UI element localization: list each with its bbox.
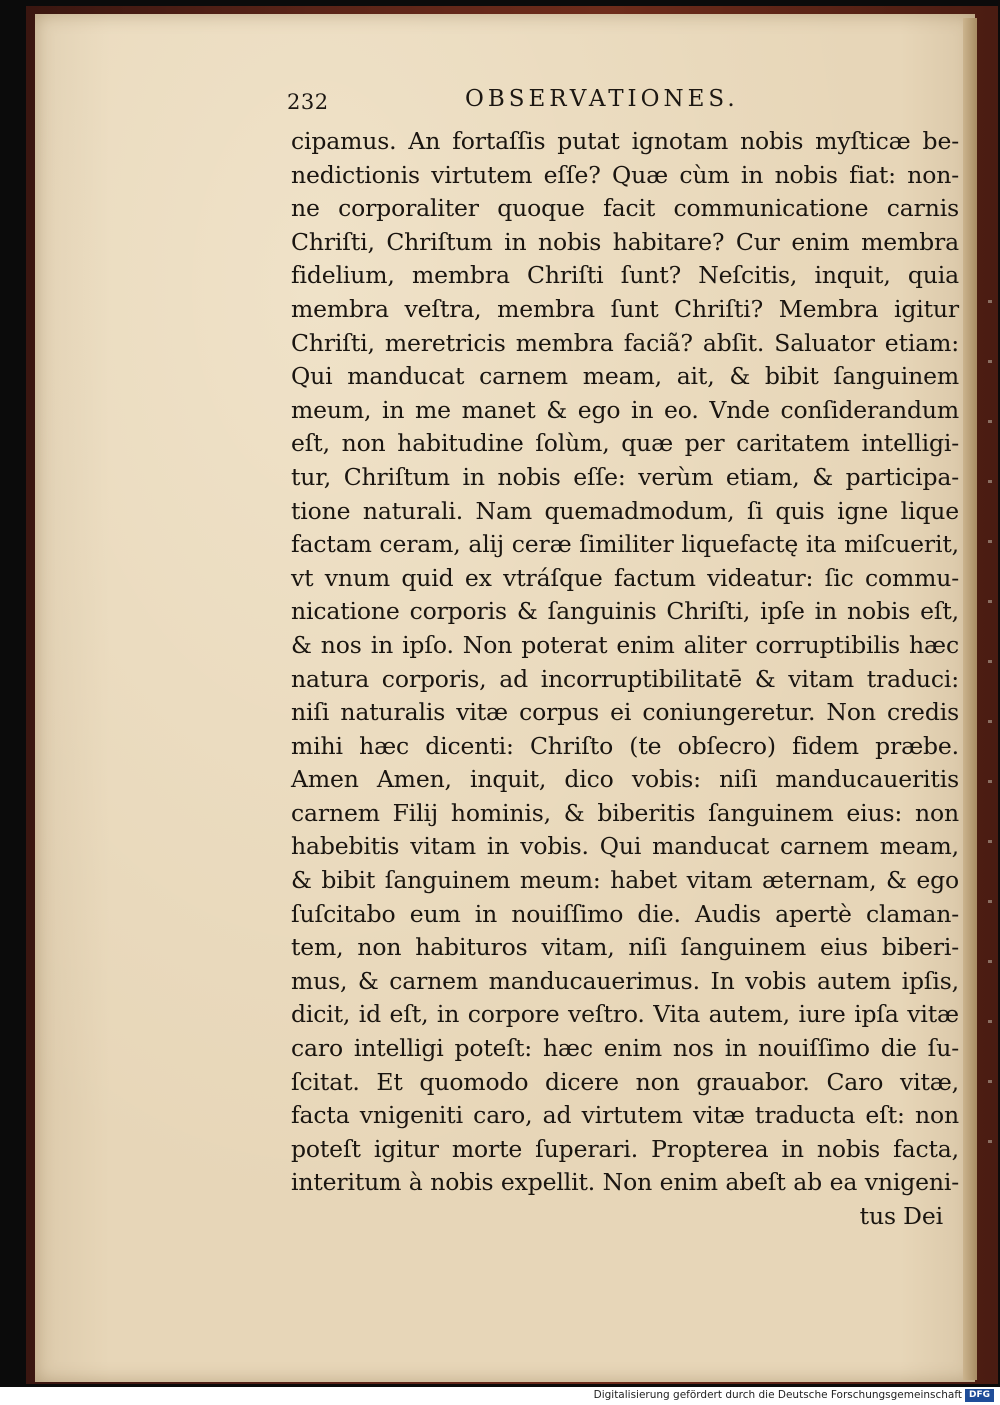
text-line: interitum à nobis expellit. Non enim abeſt ab ea vnigeni- [291, 1168, 959, 1197]
text-line: natura corporis, ad incorruptibilitatē & vitam traduci: [291, 664, 959, 693]
text-line: Chriſti, Chriſtum in nobis habitare? Cur enim membra [291, 227, 959, 256]
running-head: OBSERVATIONES. [465, 86, 739, 112]
text-line: poteſt igitur morte ſuperari. Propterea in nobis facta, [291, 1134, 959, 1163]
page-edge-marks [988, 300, 992, 1200]
text-line: tur, Chriſtum in nobis eſſe: verùm etiam, & participa- [291, 462, 959, 491]
text-line: mus, & carnem manducauerimus. In vobis autem ipſis, [291, 966, 959, 995]
text-line: Amen Amen, inquit, dico vobis: niſi manducaueritis [291, 765, 959, 794]
text-line: dicit, id eſt, in corpore veſtro. Vita autem, iure ipſa vitæ [291, 1000, 959, 1029]
text-line: facta vnigeniti caro, ad virtutem vitæ traducta eſt: non [291, 1101, 959, 1130]
text-line: eſt, non habitudine ſolùm, quæ per caritatem intelligi- [291, 429, 959, 458]
text-block [291, 125, 959, 1234]
text-line: meum, in me manet & ego in eo. Vnde conſiderandum [291, 395, 959, 424]
text-line: Qui manducat carnem meam, ait, & bibit ſanguinem [291, 362, 959, 391]
page-edge [963, 18, 977, 1380]
text-line: habebitis vitam in vobis. Qui manducat carnem meam, [291, 832, 959, 861]
text-line: Chriſti, meretricis membra faciã? abſit. Saluator etiam: [291, 328, 959, 357]
text-line: factam ceram, alij ceræ ſimiliter liquefactę ita miſcuerit, [291, 530, 959, 559]
text-line: membra veſtra, membra ſunt Chriſti? Membra igitur [291, 294, 959, 323]
catchword: tus Dei [859, 1202, 943, 1230]
digitization-footer [0, 1387, 1000, 1405]
text-line: ſuſcitabo eum in nouiſſimo die. Audis apertè claman- [291, 899, 959, 928]
text-line: & bibit ſanguinem meum: habet vitam æternam, & ego [291, 866, 959, 895]
text-line: ne corporaliter quoque facit communicatione carnis [291, 194, 959, 223]
page-header [287, 86, 967, 116]
dfg-logo: DFG [965, 1389, 994, 1402]
text-line: ſcitat. Et quomodo dicere non grauabor. Caro vitæ, [291, 1067, 959, 1096]
text-line: niſi naturalis vitæ corpus ei coniungeretur. Non credis [291, 698, 959, 727]
text-line: carnem Filij hominis, & biberitis ſanguinem eius: non [291, 798, 959, 827]
text-line: tem, non habituros vitam, niſi ſanguinem eius biberi- [291, 933, 959, 962]
page-number: 232 [287, 90, 329, 114]
text-line: & nos in ipſo. Non poterat enim aliter corruptibilis hæc [291, 630, 959, 659]
text-line: caro intelligi poteſt: hæc enim nos in nouiſſimo die ſu- [291, 1034, 959, 1063]
text-line: fidelium, membra Chriſti ſunt? Neſcitis, inquit, quia [291, 261, 959, 290]
text-line: nedictionis virtutem eſſe? Quæ cùm in nobis fiat: non- [291, 160, 959, 189]
text-line: nicatione corporis & ſanguinis Chriſti, ipſe in nobis eſt, [291, 597, 959, 626]
text-line: mihi hæc dicenti: Chriſto (te obſecro) fidem præbe. [291, 731, 959, 760]
text-line: tione naturali. Nam quemadmodum, ſi quis igne lique [291, 496, 959, 525]
text-line: vt vnum quid ex vtráſque factum videatur: ſic commu- [291, 563, 959, 592]
footer-credit: Digitalisierung gefördert durch die Deutsche Forschungsgemeinschaft [593, 1389, 962, 1401]
text-line: cipamus. An fortaſſis putat ignotam nobis myſticæ be- [291, 127, 959, 155]
